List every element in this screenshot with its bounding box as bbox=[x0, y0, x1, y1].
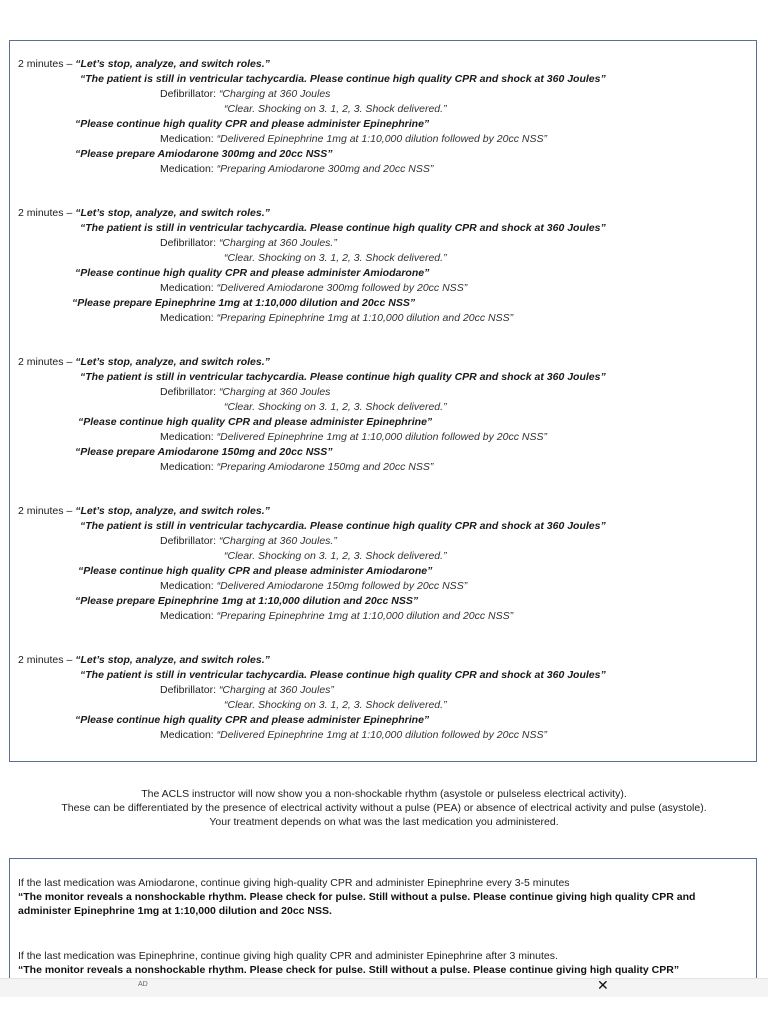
transition-line-3: Your treatment depends on what was the last medication you administered. bbox=[209, 816, 559, 828]
patient-status: “The patient is still in ventricular tachycardia. Please continue high quality CPR and shock at 360 Joules” bbox=[80, 371, 606, 383]
medication-preparing: Medication: “Preparing Amiodarone 150mg and 20cc NSS” bbox=[160, 461, 434, 473]
shock-delivered: “Clear. Shocking on 3. 1, 2, 3. Shock delivered.” bbox=[224, 252, 447, 264]
shock-delivered: “Clear. Shocking on 3. 1, 2, 3. Shock delivered.” bbox=[224, 103, 447, 115]
continue-instruction: “Please continue high quality CPR and please administer Amiodarone” bbox=[78, 565, 433, 577]
transition-line-2: These can be differentiated by the presence of electrical activity without a pulse (PEA) or absence of electrical activity and pulse (asystole). bbox=[61, 802, 707, 814]
block-header: 2 minutes – “Let’s stop, analyze, and switch roles.” bbox=[18, 207, 270, 219]
prepare-instruction: “Please prepare Epinephrine 1mg at 1:10,000 dilution and 20cc NSS” bbox=[72, 297, 416, 309]
patient-status: “The patient is still in ventricular tachycardia. Please continue high quality CPR and shock at 360 Joules” bbox=[80, 669, 606, 681]
shock-delivered: “Clear. Shocking on 3. 1, 2, 3. Shock delivered.” bbox=[224, 699, 447, 711]
continue-instruction: “Please continue high quality CPR and please administer Amiodarone” bbox=[75, 267, 430, 279]
defibrillator-line: Defibrillator: “Charging at 360 Joules.” bbox=[160, 237, 337, 249]
epinephrine-script: “The monitor reveals a nonshockable rhythm. Please check for pulse. Still without a pulse. Please continue giving high quality CPR” bbox=[18, 964, 680, 976]
close-icon[interactable]: ✕ bbox=[597, 977, 609, 993]
continue-instruction: “Please continue high quality CPR and please administer Epinephrine” bbox=[78, 416, 433, 428]
patient-status: “The patient is still in ventricular tachycardia. Please continue high quality CPR and shock at 360 Joules” bbox=[80, 520, 606, 532]
medication-preparing: Medication: “Preparing Epinephrine 1mg at 1:10,000 dilution and 20cc NSS” bbox=[160, 312, 514, 324]
defibrillator-line: Defibrillator: “Charging at 360 Joules bbox=[160, 386, 331, 398]
ad-banner[interactable] bbox=[0, 978, 768, 997]
prepare-instruction: “Please prepare Amiodarone 300mg and 20cc NSS” bbox=[75, 148, 333, 160]
shock-delivered: “Clear. Shocking on 3. 1, 2, 3. Shock delivered.” bbox=[224, 550, 447, 562]
continue-instruction: “Please continue high quality CPR and please administer Epinephrine” bbox=[75, 714, 430, 726]
medication-delivered: Medication: “Delivered Epinephrine 1mg at 1:10,000 dilution followed by 20cc NSS” bbox=[160, 729, 547, 741]
block-header: 2 minutes – “Let’s stop, analyze, and switch roles.” bbox=[18, 654, 270, 666]
patient-status: “The patient is still in ventricular tachycardia. Please continue high quality CPR and shock at 360 Joules” bbox=[80, 222, 606, 234]
defibrillator-line: Defibrillator: “Charging at 360 Joules bbox=[160, 88, 331, 100]
epinephrine-condition: If the last medication was Epinephrine, continue giving high quality CPR and administer Epinephrine after 3 minutes. bbox=[18, 950, 558, 962]
medication-delivered: Medication: “Delivered Amiodarone 300mg followed by 20cc NSS” bbox=[160, 282, 468, 294]
medication-preparing: Medication: “Preparing Epinephrine 1mg at 1:10,000 dilution and 20cc NSS” bbox=[160, 610, 514, 622]
amiodarone-script-line-2: administer Epinephrine 1mg at 1:10,000 dilution and 20cc NSS. bbox=[18, 905, 332, 917]
patient-status: “The patient is still in ventricular tachycardia. Please continue high quality CPR and shock at 360 Joules” bbox=[80, 73, 606, 85]
defibrillator-line: Defibrillator: “Charging at 360 Joules.” bbox=[160, 535, 337, 547]
ad-label: AD bbox=[138, 981, 148, 988]
medication-delivered: Medication: “Delivered Epinephrine 1mg at 1:10,000 dilution followed by 20cc NSS” bbox=[160, 431, 547, 443]
continue-instruction: “Please continue high quality CPR and please administer Epinephrine” bbox=[75, 118, 430, 130]
defibrillator-line: Defibrillator: “Charging at 360 Joules” bbox=[160, 684, 334, 696]
prepare-instruction: “Please prepare Epinephrine 1mg at 1:10,000 dilution and 20cc NSS” bbox=[75, 595, 419, 607]
medication-delivered: Medication: “Delivered Epinephrine 1mg at 1:10,000 dilution followed by 20cc NSS” bbox=[160, 133, 547, 145]
medication-preparing: Medication: “Preparing Amiodarone 300mg and 20cc NSS” bbox=[160, 163, 434, 175]
shock-delivered: “Clear. Shocking on 3. 1, 2, 3. Shock delivered.” bbox=[224, 401, 447, 413]
transition-line-1: The ACLS instructor will now show you a non-shockable rhythm (asystole or pulseless electrical activity). bbox=[141, 788, 627, 800]
block-header: 2 minutes – “Let’s stop, analyze, and switch roles.” bbox=[18, 505, 270, 517]
block-header: 2 minutes – “Let’s stop, analyze, and switch roles.” bbox=[18, 356, 270, 368]
amiodarone-script-line-1: “The monitor reveals a nonshockable rhythm. Please check for pulse. Still without a pulse. Please continue giving high quality CPR and bbox=[18, 891, 696, 903]
medication-delivered: Medication: “Delivered Amiodarone 150mg followed by 20cc NSS” bbox=[160, 580, 468, 592]
amiodarone-condition: If the last medication was Amiodarone, continue giving high-quality CPR and administer Epinephrine every 3-5 minutes bbox=[18, 877, 570, 889]
prepare-instruction: “Please prepare Amiodarone 150mg and 20cc NSS” bbox=[75, 446, 333, 458]
block-header: 2 minutes – “Let’s stop, analyze, and switch roles.” bbox=[18, 58, 270, 70]
